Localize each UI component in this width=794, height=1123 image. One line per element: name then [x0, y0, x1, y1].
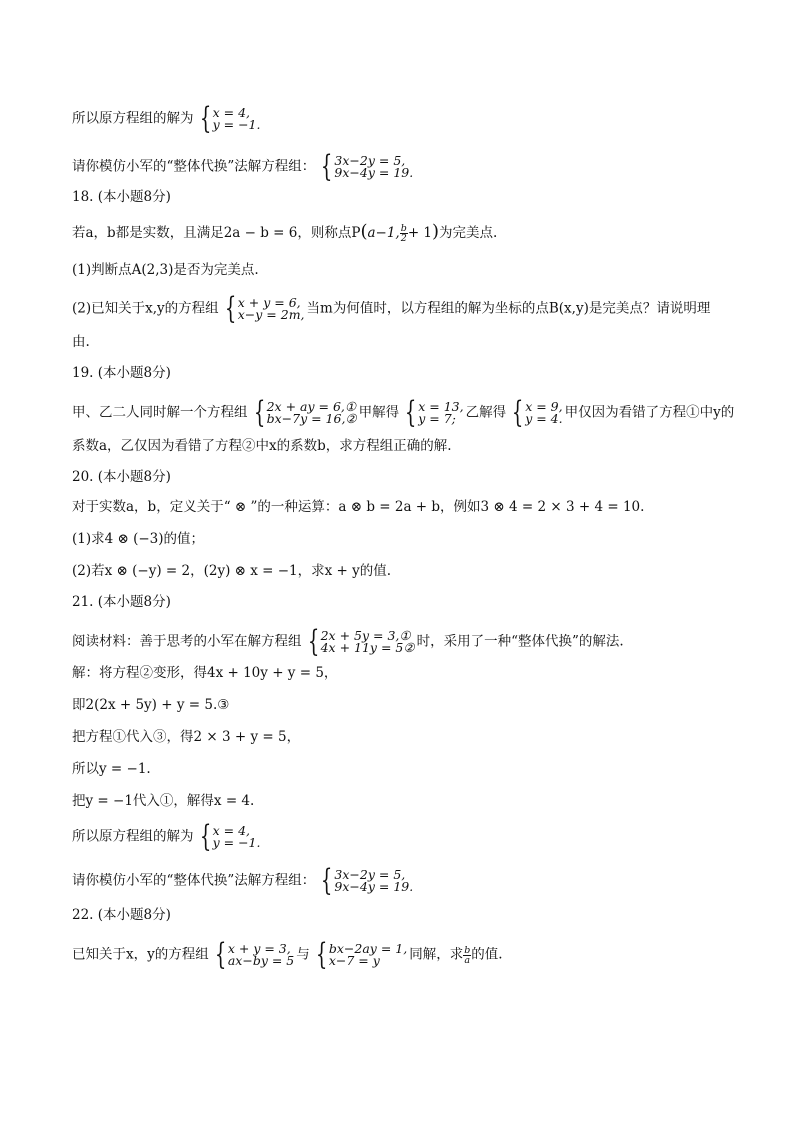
equation: x = 13, — [418, 399, 464, 414]
paren: ( — [360, 221, 368, 242]
fraction — [400, 224, 408, 243]
question-19-heading: 19. (本小题8分) — [72, 365, 171, 381]
question-20-heading: 20. (本小题8分) — [72, 469, 171, 485]
text: 甲、乙二人同时解一个方程组 — [72, 404, 248, 421]
text: 所以原方程组的解为 — [72, 110, 194, 127]
brace: { — [321, 863, 333, 898]
numerator: b — [464, 944, 471, 956]
equation-system — [304, 624, 415, 659]
text-line: 由. — [72, 334, 90, 350]
equation: 3x−2y = 5, — [334, 867, 406, 882]
equation-system — [317, 149, 414, 184]
text-line — [72, 291, 734, 326]
denominator: a — [464, 954, 471, 966]
text: 的值. — [471, 946, 503, 963]
paren: ) — [432, 221, 440, 242]
equation: y = 7; — [418, 411, 456, 426]
equation-system — [221, 291, 305, 326]
equation: y = −1. — [212, 835, 261, 850]
text: 所以原方程组的解为 — [72, 828, 194, 845]
equation: x = 9, — [525, 399, 563, 414]
text: 时，采用了一种“整体代换”的解法. — [416, 633, 624, 650]
equation: 9x−4y = 19. — [334, 879, 414, 894]
text: 为完美点. — [439, 225, 498, 241]
brace: { — [253, 395, 265, 430]
equation: bx−2ay = 1, — [328, 941, 408, 956]
brace: { — [199, 819, 211, 854]
equation-system — [401, 395, 464, 430]
text: 当m为何值时，以方程组的解为坐标的点B(x,y)是完美点？请说明理 — [306, 300, 711, 317]
question-21-heading: 21. (本小题8分) — [72, 594, 171, 610]
text: 甲仅因为看错了方程①中y的 — [564, 404, 735, 421]
text-line: 系数a，乙仅因为看错了方程②中x的系数b，求方程组正确的解. — [72, 438, 452, 454]
text-line — [72, 222, 734, 243]
brace: { — [307, 624, 319, 659]
text-line — [72, 863, 734, 898]
equation-system — [196, 819, 261, 854]
text-line: 对于实数a，b，定义关于“ ⊗ ”的一种运算：a ⊗ b = 2a + b，例如3 ⊗ 4 = 2 × 3 + 4 = 10. — [72, 499, 645, 515]
equation-system — [250, 395, 357, 430]
brace: { — [321, 149, 333, 184]
equation: y = 4. — [525, 411, 563, 426]
question-18-heading: 18. (本小题8分) — [72, 189, 171, 205]
equation: x = 4, — [212, 105, 250, 120]
equation: 4x + 11y = 5② — [320, 640, 415, 655]
text-line: 把y = −1代入①，解得x = 4. — [72, 793, 255, 809]
text: 已知关于x，y的方程组 — [72, 946, 209, 963]
equation-system — [317, 863, 414, 898]
text-line — [72, 101, 734, 136]
numerator: b — [400, 223, 407, 234]
text-line — [72, 937, 734, 972]
text-line: 即2(2x + 5y) + y = 5.③ — [72, 697, 230, 713]
text-line — [72, 624, 734, 659]
equation: x + y = 3, — [227, 941, 291, 956]
text-line: (1)判断点A(2,3)是否为完美点. — [72, 262, 259, 278]
text-line: 所以y = −1. — [72, 761, 151, 777]
text: + 1 — [407, 225, 433, 241]
equation: ax−by = 5 — [227, 953, 295, 968]
brace: { — [199, 101, 211, 136]
text-line — [72, 149, 734, 184]
text: 甲解得 — [358, 404, 400, 421]
equation: 2x + ay = 6,① — [266, 399, 357, 414]
equation: bx−7y = 16,② — [266, 411, 357, 426]
text-line — [72, 819, 734, 854]
text-line: (2)若x ⊗ (−y) = 2，(2y) ⊗ x = −1，求x + y的值. — [72, 563, 392, 579]
brace: { — [315, 937, 328, 972]
brace: { — [224, 291, 236, 326]
text: 若a，b都是实数，且满足2a − b = 6，则称点P — [72, 225, 361, 241]
text: 请你模仿小军的“整体代换”法解方程组： — [72, 158, 316, 175]
equation-system — [196, 101, 261, 136]
brace: { — [404, 395, 417, 430]
equation-system — [211, 937, 295, 972]
text-line: (1)求4 ⊗ (−3)的值； — [72, 531, 205, 547]
text-line — [72, 395, 735, 430]
text: (2)已知关于x,y的方程组 — [72, 300, 219, 317]
text-line: 把方程①代入③，得2 × 3 + y = 5， — [72, 729, 301, 745]
text: 与 — [296, 946, 310, 963]
equation: x−7 = y — [328, 953, 380, 968]
equation: 9x−4y = 19. — [334, 165, 414, 180]
equation: x + y = 6, — [237, 295, 301, 310]
text-line: 解：将方程②变形，得4x + 10y + y = 5， — [72, 665, 338, 681]
equation: x−y = 2m, — [237, 307, 305, 322]
equation: x = 4, — [212, 823, 250, 838]
text: 同解，求 — [409, 946, 464, 963]
equation: y = −1. — [212, 117, 261, 132]
text: 乙解得 — [465, 404, 507, 421]
denominator: 2 — [400, 233, 407, 244]
brace: { — [511, 395, 524, 430]
equation: 2x + 5y = 3,① — [320, 628, 411, 643]
text: a−1, — [367, 225, 400, 241]
text: 请你模仿小军的“整体代换”法解方程组： — [72, 872, 316, 889]
question-22-heading: 22. (本小题8分) — [72, 907, 171, 923]
equation-system — [312, 937, 408, 972]
text: 阅读材料：善于思考的小军在解方程组 — [72, 633, 302, 650]
brace: { — [214, 937, 227, 972]
equation-system — [508, 395, 563, 430]
equation: 3x−2y = 5, — [334, 153, 406, 168]
